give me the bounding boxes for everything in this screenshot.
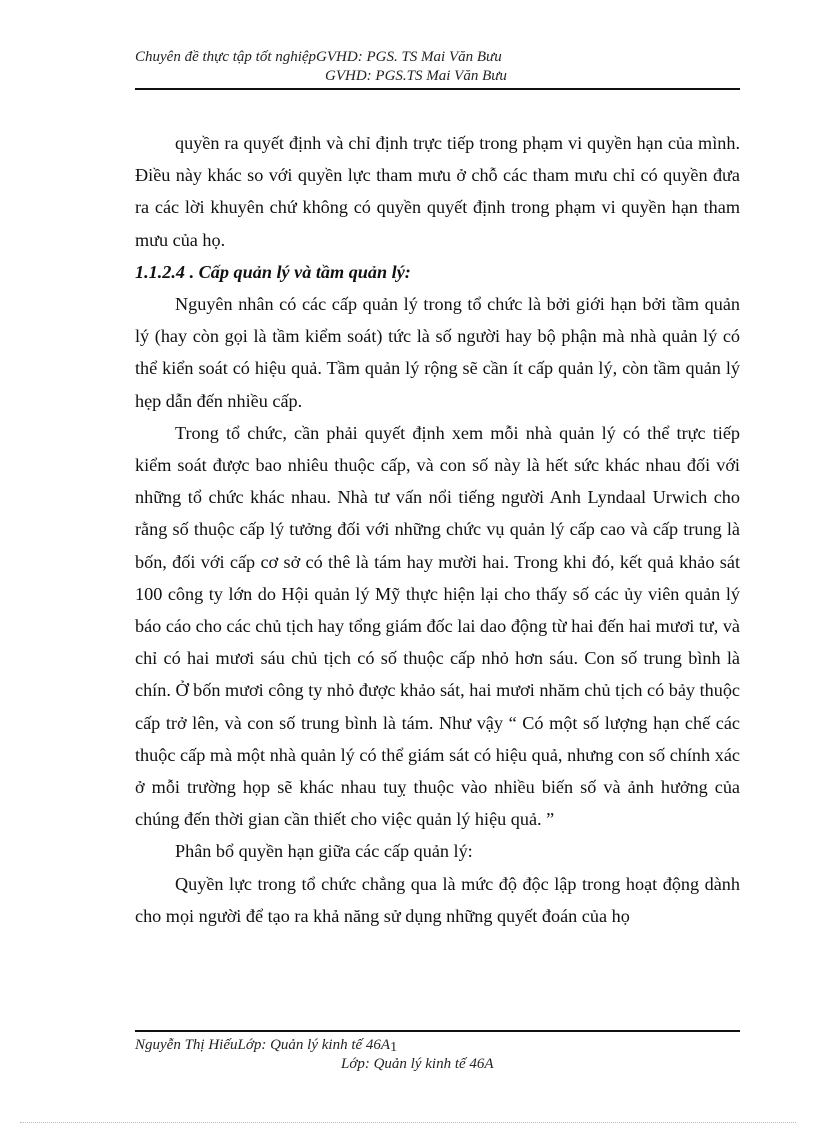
page-header — [135, 48, 740, 90]
paragraph-1: quyền ra quyết định và chỉ định trực tiếp trong phạm vi quyền hạn của mình. Điều này khác so với quyền lực tham mưu ở chỗ các tham mưu chỉ có quyền đưa ra các lời khuyên chứ không có quyền quyết định trong phạm vi quyền hạn tham mưu của họ. — [135, 133, 740, 250]
page-number: 1 — [390, 1040, 398, 1055]
footer-author-line — [135, 1036, 740, 1055]
page-footer — [135, 1030, 740, 1074]
footer-author-text: Nguyễn Thị HiếuLớp: Quản lý kinh tế 46A — [135, 1037, 391, 1053]
paragraph-3: Trong tổ chức, cần phải quyết định xem mỗi nhà quản lý có thể trực tiếp kiểm soát được bao nhiêu thuộc cấp, và con số này là hết sức khác nhau đối với những tổ chức khác nhau. Nhà tư vấn nổi tiếng người Anh Lyndaal Urwich cho rằng số thuộc cấp lý tưởng đối với những chức vụ quản lý cấp cao và cấp trung là bốn, đối với cấp cơ sở có thê là tám hay mười hai. Trong khi đó, kết quả khảo sát 100 công ty lớn do Hội quản lý Mỹ thực hiện lại cho thấy số các ủy viên quản lý báo cáo cho các chủ tịch hay tổng giám đốc lai dao động từ hai đến hai mươi tư, và chỉ có hai mươi sáu chủ tịch có số thuộc cấp nhỏ hơn sáu. Con số trung bình là chín. Ở bốn mươi công ty nhỏ được khảo sát, hai mươi nhăm chủ tịch có bảy thuộc cấp trở lên, và con số trung bình là tám. Như vậy “ Có một số lượng hạn chế các thuộc cấp mà một nhà quản lý có thể giám sát có hiệu quả, nhưng con số chính xác ở mỗi trường họp sẽ khác nhau tuỵ thuộc vào nhiều biến số và ảnh hưởng của chúng đến thời gian cần thiết cho việc quản lý hiệu quả. ” — [135, 422, 740, 830]
header-title-line: Chuyên đề thực tập tốt nghiệpGVHD: PGS. TS Mai Văn Bưu — [135, 49, 502, 65]
document-body — [135, 127, 740, 932]
footer-divider — [135, 1030, 740, 1032]
header-supervisor-line: GVHD: PGS.TS Mai Văn Bưu — [325, 68, 507, 84]
section-heading: 1.1.2.4 . Cấp quản lý và tầm quản lý: — [135, 261, 411, 282]
footer-class-line: Lớp: Quản lý kinh tế 46A — [341, 1056, 494, 1072]
paragraph-2: Nguyên nhân có các cấp quản lý trong tổ chức là bởi giới hạn bởi tầm quản lý (hay còn gọi là tầm kiểm soát) tức là số người hay bộ phận mà nhà quản lý có thể kiển soát có hiệu quả. Tầm quản lý rộng sẽ cần ít cấp quản lý, còn tầm quản lý hẹp dẫn đến nhiều cấp. — [135, 294, 740, 411]
header-divider — [135, 88, 740, 90]
paragraph-5: Quyền lực trong tổ chức chẳng qua là mức độ độc lập trong hoạt động dành cho mọi người để tạo ra khả năng sử dụng những quyết đoán của họ — [135, 873, 740, 926]
paragraph-4: Phân bổ quyền hạn giữa các cấp quản lý: — [175, 841, 473, 862]
